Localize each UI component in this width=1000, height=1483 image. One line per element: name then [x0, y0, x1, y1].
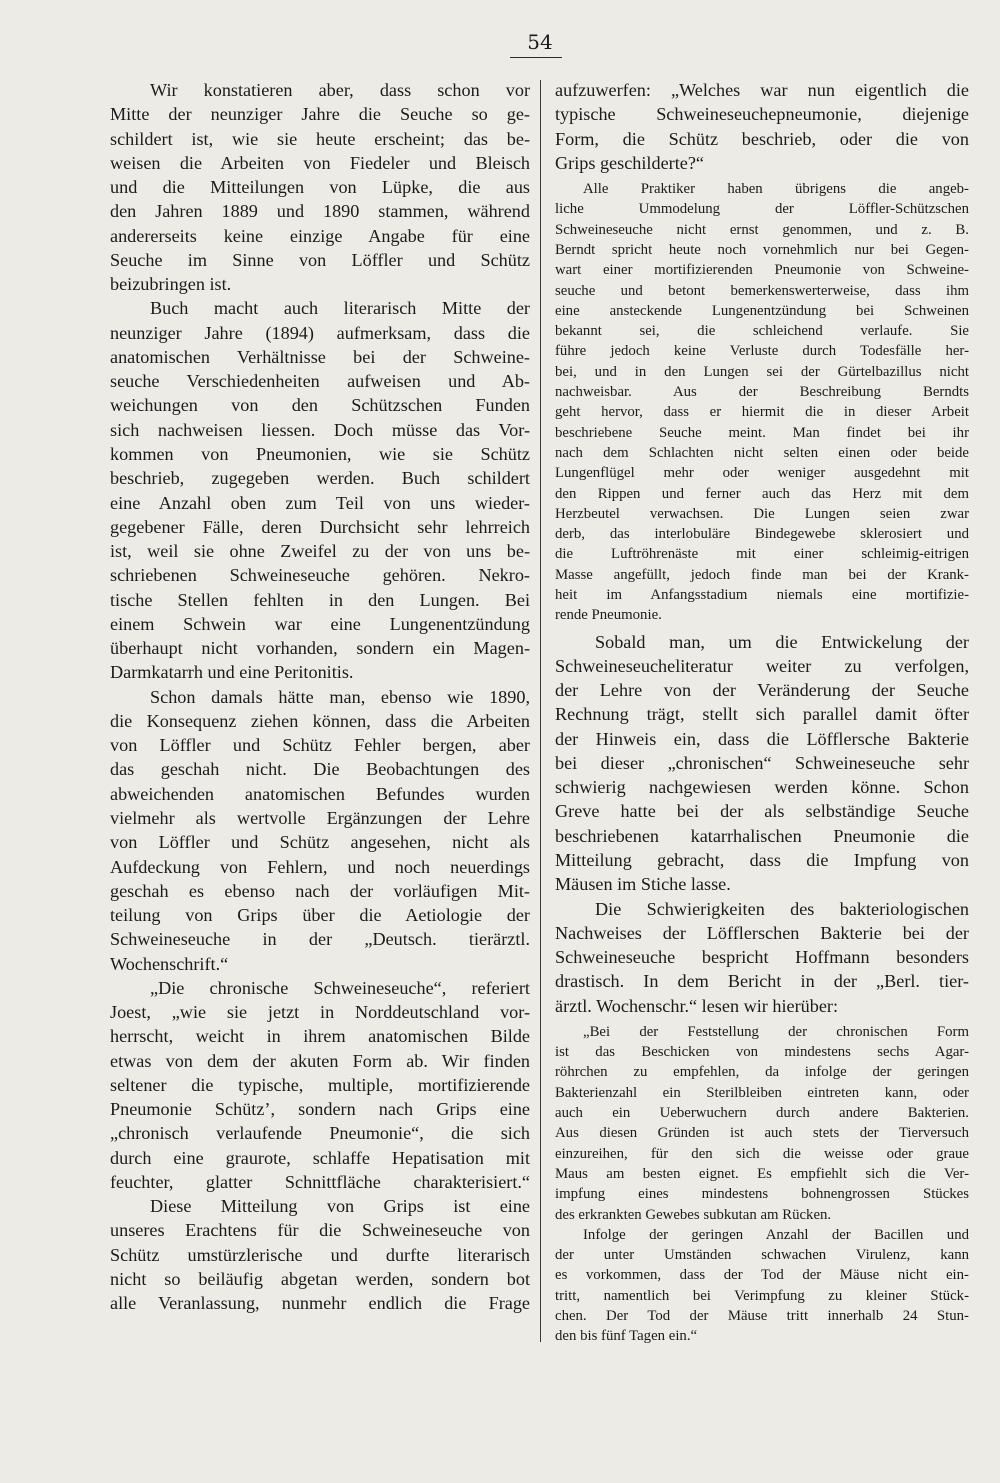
text-line: Schütz umstürzlerische und durfte literarisch — [110, 1244, 530, 1265]
text-line: bei dieser „chronischen“ Schweineseuche sehr — [555, 752, 969, 773]
text-line: geschah es ebenso nach der vorläufigen Mit- — [110, 880, 530, 901]
right-column-intro — [555, 78, 969, 175]
text-line: durch eine graurote, schlaffe Hepatisation mit — [110, 1147, 530, 1168]
right-column-hoffmann-quote — [555, 1022, 969, 1347]
text-line: Greve hatte bei der als selbständige Seuche — [555, 801, 969, 822]
text-line: ärztl. Wochenschr.“ lesen wir hierüber: — [555, 995, 839, 1016]
text-line: ist das Beschicken von mindestens sechs Agar- — [555, 1044, 969, 1061]
text-line: Schon damals hätte man, ebenso wie 1890, — [150, 686, 530, 707]
text-line: Wochenschrift.“ — [110, 953, 229, 974]
text-line: Mäusen im Stiche lasse. — [555, 874, 731, 895]
text-line: Schweineseucheliteratur weiter zu verfolgen, — [555, 655, 969, 676]
text-line: bekannt sei, die schleichend verlaufe. Sie — [555, 323, 969, 340]
text-line: seltener die typische, multiple, mortifizierende — [110, 1074, 530, 1095]
text-line: der Hinweis ein, dass die Löfflersche Bakterie — [555, 728, 969, 749]
text-line: Berndt spricht heute noch vornehmlich nur bei Gegen- — [555, 241, 969, 258]
text-line: tische Stellen fehlten in den Lungen. Bei — [110, 589, 530, 610]
text-line: nicht so beiläufig abgetan werden, sondern bot — [110, 1269, 530, 1290]
text-line: schriebenen Schweineseuche gehören. Nekro- — [110, 565, 530, 586]
text-line: liche Ummodelung der Löffler-Schützschen — [555, 201, 969, 218]
text-line: chen. Der Tod der Mäuse tritt innerhalb 24 Stun- — [555, 1308, 969, 1324]
text-line: Die Schwierigkeiten des bakteriologischen — [595, 898, 969, 919]
text-line: neunziger Jahre (1894) aufmerksam, dass die — [110, 322, 530, 343]
text-line: Mitte der neunziger Jahre die Seuche so ge- — [110, 104, 530, 125]
text-line: eine Anzahl oben zum Teil von uns wieder- — [110, 492, 530, 513]
text-line: beschriebenen katarrhalischen Pneumonie die — [555, 825, 969, 846]
text-line: drastisch. In dem Bericht in der „Berl. tier- — [555, 971, 969, 992]
left-column — [110, 78, 530, 1316]
text-line: tritt, namentlich bei Verimpfung zu kleiner Stück- — [555, 1287, 969, 1304]
text-line: typische Schweineseuchepneumonie, diejenige — [555, 104, 969, 125]
text-line: Aus diesen Gründen ist auch stets der Tierversuch — [555, 1125, 969, 1142]
text-line: gegebener Fälle, deren Durchsicht sehr lehrreich — [110, 516, 530, 537]
text-line: Grips geschilderte?“ — [555, 152, 704, 173]
text-line: des erkrankten Gewebes subkutan am Rücken. — [555, 1206, 832, 1223]
text-line: derb, das interlobuläre Bindegewebe sklerosiert und — [555, 526, 969, 543]
text-line: feuchter, glatter Schnittfläche charakterisiert.“ — [110, 1171, 530, 1192]
text-line: röhrchen zu empfehlen, da infolge der geringen — [555, 1064, 969, 1081]
text-line: seuche und betont bemerkenswerterweise, dass ihm — [555, 282, 969, 299]
right-column-body — [555, 630, 969, 1018]
text-line: das geschah nicht. Die Beobachtungen des — [110, 759, 530, 780]
text-line: Herzbeutel verwachsen. Die Lungen seien zwar — [555, 505, 969, 522]
text-line: weichungen von den Schützschen Funden — [110, 395, 530, 416]
text-line: schildert ist, wie sie heute erscheint; das be- — [110, 128, 530, 149]
text-line: Joest, „wie sie jetzt in Norddeutschland vor- — [110, 1002, 530, 1023]
text-line: aufzuwerfen: „Welches war nun eigentlich die — [555, 80, 969, 100]
text-line: nachweisbar. Aus der Beschreibung Berndts — [555, 384, 969, 401]
text-line: andererseits keine einzige Angabe für eine — [110, 225, 530, 246]
text-line: beizubringen ist. — [110, 274, 232, 295]
text-line: die Konsequenz ziehen können, dass die Arbeiten — [110, 710, 530, 731]
text-line: Schweineseuche in der „Deutsch. tierärztl. — [110, 929, 530, 950]
text-line: abweichenden anatomischen Befundes wurden — [110, 783, 530, 804]
text-line: Nachweises der Löfflerschen Bakterie bei der — [555, 922, 969, 943]
text-line: „Bei der Feststellung der chronischen Form — [583, 1023, 969, 1040]
text-line: schwierig nachgewiesen werden könne. Schon — [555, 777, 969, 798]
text-line: weisen die Arbeiten von Fiedeler und Bleisch — [110, 152, 530, 173]
text-line: überhaupt nicht vorhanden, sondern ein Magen- — [110, 638, 530, 659]
text-line: die Luftröhrenäste mit einer schleimig-eitrigen — [555, 546, 969, 563]
text-line: nach dem Schlachten nicht selten einen oder beide — [555, 444, 969, 461]
text-line: eine ansteckende Lungenentzündung bei Schweinen — [555, 302, 969, 319]
text-line: Seuche im Sinne von Löffler und Schütz — [110, 249, 530, 270]
text-line: den Jahren 1889 und 1890 stammen, während — [110, 201, 530, 222]
text-line: Buch macht auch literarisch Mitte der — [150, 298, 530, 319]
text-line: seuche Verschiedenheiten aufweisen und Ab- — [110, 371, 530, 392]
text-line: heit im Anfangsstadium niemals eine mortifizie- — [555, 587, 969, 603]
text-line: Mitteilung gebracht, dass die Impfung von — [555, 849, 969, 870]
text-line: sich nachweisen liessen. Doch müsse das Vor- — [110, 419, 530, 440]
text-line: der Lehre von der Veränderung der Seuche — [555, 680, 969, 701]
text-line: einem Schwein war eine Lungenentzündung — [110, 613, 530, 634]
text-line: beschriebene Seuche meint. Man findet bei ihr — [555, 424, 969, 441]
text-line: Alle Praktiker haben übrigens die angeb- — [583, 181, 969, 198]
text-line: „chronisch verlaufende Pneumonie“, die sich — [110, 1123, 530, 1144]
text-line: beschrieb, zugegeben werden. Buch schildert — [110, 468, 530, 489]
text-line: geht hervor, dass er hiermit die in dieser Arbeit — [555, 404, 969, 421]
text-line: Sobald man, um die Entwickelung der — [595, 631, 969, 652]
text-line: den Rippen und ferner auch das Herz mit dem — [555, 485, 969, 502]
text-line: wart einer mortifizierenden Pneumonie von Schweine- — [555, 262, 969, 279]
text-line: Diese Mitteilung von Grips ist eine — [150, 1196, 530, 1217]
text-line: vielmehr als wertvolle Ergänzungen der Lehre — [110, 807, 530, 828]
text-line: Bakterienzahl ein Sterilbleiben eintreten kann, oder — [555, 1084, 969, 1101]
text-line: der unter Umständen schwachen Virulenz, kann — [555, 1247, 969, 1264]
text-line: alle Veranlassung, nunmehr endlich die Frage — [110, 1293, 530, 1314]
text-line: von Löffler und Schütz Fehler bergen, aber — [110, 735, 530, 756]
text-line: Masse angefüllt, jedoch finde man bei der Krank- — [555, 566, 969, 583]
text-line: Lungenflügel mehr oder weniger ausgedehnt mit — [555, 465, 969, 482]
text-line: Wir konstatieren aber, dass schon vor — [150, 80, 530, 100]
text-line: „Die chronische Schweineseuche“, referiert — [150, 977, 530, 998]
text-line: rende Pneumonie. — [555, 607, 662, 624]
text-line: teilung von Grips über die Aetiologie der — [110, 905, 530, 926]
text-line: Rechnung trägt, stellt sich parallel damit öfter — [555, 704, 969, 725]
text-line: Maus am besten eignet. Es empfiehlt sich die Ver- — [555, 1165, 969, 1182]
text-line: unseres Erachtens für die Schweineseuche von — [110, 1220, 530, 1241]
text-line: es vorkommen, dass der Tod der Mäuse nicht ein- — [555, 1267, 969, 1284]
column-divider — [540, 80, 541, 1342]
page-number-rule — [510, 57, 562, 58]
text-line: von Löffler und Schütz angesehen, nicht als — [110, 832, 530, 853]
text-line: Schweineseuche nicht ernst genommen, und z. B. — [555, 221, 969, 238]
text-line: führe jedoch keine Verluste durch Todesfälle her- — [555, 343, 969, 360]
text-line: bei, und in den Lungen sei der Gürtelbazillus nicht — [555, 363, 969, 380]
text-line: einzureihen, für den sich die weisse oder graue — [555, 1145, 969, 1162]
text-line: Aufdeckung von Fehlern, und noch neuerdings — [110, 856, 530, 877]
text-line: anatomischen Verhältnisse bei der Schweine- — [110, 346, 530, 367]
right-column — [555, 78, 969, 1347]
text-line: Schweineseuche bespricht Hoffmann besonders — [555, 947, 969, 968]
text-line: ist, weil sie ohne Zweifel zu der von uns be- — [110, 541, 530, 562]
text-line: Infolge der geringen Anzahl der Bacillen und — [583, 1226, 969, 1243]
text-line: und die Mitteilungen von Lüpke, die aus — [110, 177, 530, 198]
text-line: etwas von dem der akuten Form ab. Wir finden — [110, 1050, 530, 1071]
text-line: Form, die Schütz beschrieb, oder die von — [555, 128, 969, 149]
text-line: impfung eines mindestens bohnengrossen Stückes — [555, 1186, 969, 1203]
right-column-footnote-quote — [555, 179, 969, 626]
text-line: herrscht, weicht in ihrem anatomischen Bilde — [110, 1026, 530, 1047]
text-line: Darmkatarrh und eine Peritonitis. — [110, 662, 354, 683]
text-line: Pneumonie Schütz’, sondern nach Grips eine — [110, 1099, 530, 1120]
text-line: auch ein Ueberwuchern durch andere Bakterien. — [555, 1105, 969, 1122]
page-number: 54 — [527, 30, 553, 54]
text-line: den bis fünf Tagen ein.“ — [555, 1328, 698, 1345]
text-line: kommen von Pneumonien, wie sie Schütz — [110, 443, 530, 464]
